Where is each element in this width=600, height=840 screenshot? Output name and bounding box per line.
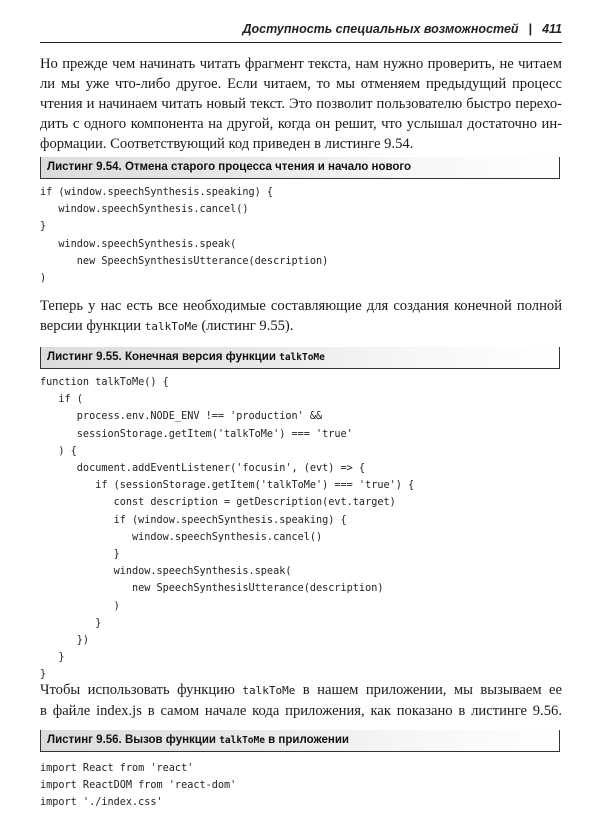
- paragraph-1-line: дить с одного компонента на другой, когда он решит, что услышал достаточно ин-: [40, 116, 562, 132]
- paragraph-1-line: чтения и начинаем читать новый текст. Это позволит пользователю быстро перехо-: [40, 96, 562, 112]
- header-separator: |: [528, 22, 533, 36]
- listing-9-56-title: [40, 730, 560, 752]
- listing-9-54-code: if (window.speechSynthesis.speaking) { window.speechSynthesis.cancel() } window.speechSynthesis.speak( new SpeechSynthesisUtterance(description) ): [40, 187, 329, 285]
- paragraph-3-line-1: [40, 680, 562, 701]
- paragraph-3: [40, 680, 562, 721]
- text: версии функции: [40, 318, 145, 334]
- paragraph-2: [40, 296, 562, 337]
- listing-title-text: в приложении: [264, 734, 349, 746]
- page-number: 411: [542, 22, 562, 36]
- listing-title-text: Листинг 9.56. Вызов функции: [47, 734, 220, 746]
- listing-title-text: Листинг 9.55. Конечная версия функции: [47, 351, 280, 363]
- paragraph-1: [40, 54, 562, 154]
- paragraph-2-line-2: [40, 316, 562, 337]
- text: в нашем приложении, мы вызываем ее: [295, 682, 562, 698]
- inline-code: talkToMe: [242, 684, 296, 697]
- listing-9-55-code: function talkToMe() { if ( process.env.NODE_ENV !== 'production' && sessionStorage.getItem('talkToMe') === 'true' ) { document.addEventListener('focusin', (evt) => { if (sessionStorage.getItem('talkToMe') === 'true') { const description = getDescription(evt.target) if (window.speechSynthesis.speaking) { window.speechSynthesis.cancel() } window.speechSynthesis.speak( new SpeechSynthesisUtterance(description) ) } }) } }: [40, 377, 415, 681]
- paragraph-2-line-1: Теперь у нас есть все необходимые составляющие для создания конечной полной: [40, 298, 562, 314]
- text: (листинг 9.55).: [197, 318, 294, 334]
- listing-9-55-title: [40, 347, 560, 369]
- inline-code: talkToMe: [144, 320, 198, 333]
- running-header: [40, 22, 562, 43]
- paragraph-1-line: формации. Соответствующий код приведен в листинге 9.54.: [40, 136, 414, 152]
- listing-9-56-code: import React from 'react' import ReactDOM from 'react-dom' import './index.css': [40, 763, 237, 809]
- header-title: Доступность специальных возможностей: [242, 22, 519, 36]
- listing-title-code: talkToMe: [219, 735, 265, 746]
- listing-title-code: talkToMe: [279, 352, 325, 363]
- paragraph-1-line: ли мы уже что-либо другое. Если читаем, то мы отменяем предыдущий процесс: [40, 76, 562, 92]
- text: Чтобы использовать функцию: [40, 682, 243, 698]
- paragraph-3-line-2: в файле index.js в самом начале кода приложения, как показано в листинге 9.56.: [40, 703, 562, 719]
- listing-9-54-title: Листинг 9.54. Отмена старого процесса чтения и начало нового: [40, 157, 560, 179]
- paragraph-1-line: Но прежде чем начинать читать фрагмент текста, нам нужно проверить, не читаем: [40, 56, 562, 72]
